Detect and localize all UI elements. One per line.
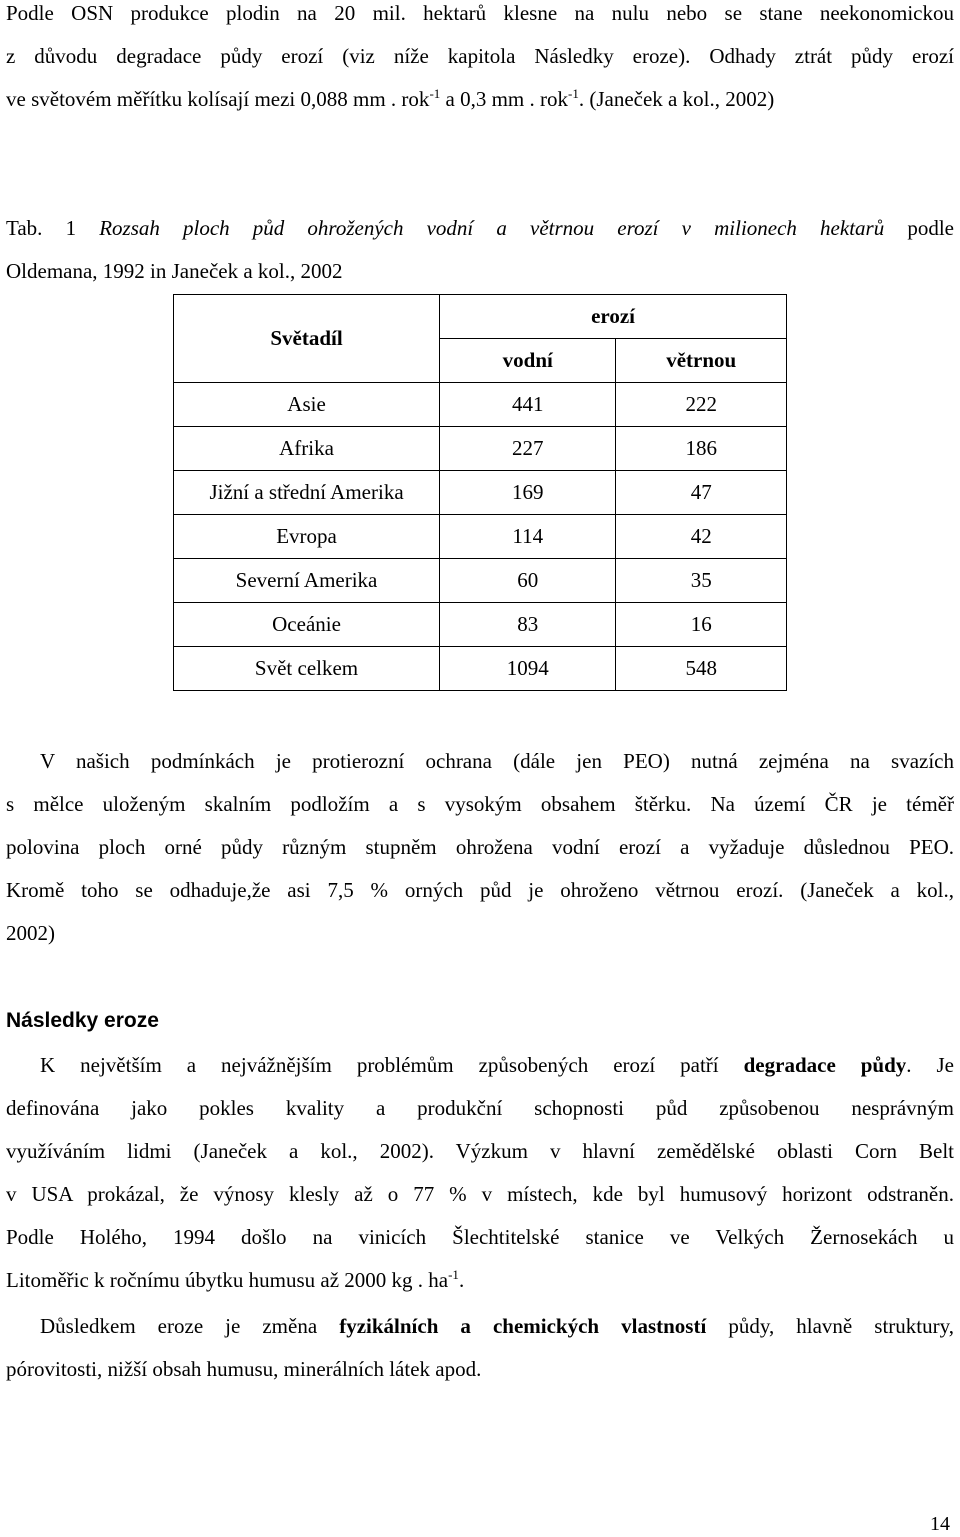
caption-italic: Rozsah ploch půd ohrožených vodní a větrnou erozí v milionech hektarů — [99, 216, 885, 240]
intro-line-3 — [6, 86, 774, 112]
para2-line-2: s mělce uloženým skalním podložím a s vysokým obsahem štěrku. Na území ČR je téměř — [6, 792, 954, 816]
cell-wind: 186 — [616, 427, 787, 471]
cell-water: 169 — [440, 471, 616, 515]
intro-line-3-sup-2: -1 — [568, 86, 579, 101]
cell-region: Evropa — [174, 515, 440, 559]
table-row — [174, 559, 787, 603]
table-row — [174, 647, 787, 691]
para4-line-1 — [40, 1313, 954, 1339]
cell-wind: 222 — [616, 383, 787, 427]
cell-wind: 42 — [616, 515, 787, 559]
table-row — [174, 515, 787, 559]
intro-line-3-c: . (Janeček a kol., 2002) — [578, 87, 775, 111]
intro-line-3-b: a 0,3 mm . rok — [440, 87, 569, 111]
cell-wind: 47 — [616, 471, 787, 515]
para2-line-3: polovina ploch orné půdy různým stupněm ohrožena vodní erozí a vyžaduje důslednou PEO. — [6, 835, 954, 859]
table-row — [174, 383, 787, 427]
intro-line-2: z důvodu degradace půdy erozí (viz níže kapitola Následky eroze). Odhady ztrát půdy erozí — [6, 44, 954, 68]
table-caption — [6, 215, 954, 241]
cell-water: 1094 — [440, 647, 616, 691]
cell-region: Svět celkem — [174, 647, 440, 691]
cell-wind: 16 — [616, 603, 787, 647]
erosion-table — [173, 294, 787, 691]
header-water: vodní — [440, 339, 616, 383]
para3-line-6-a: Litoměřic k ročnímu úbytku humusu až 2000 kg . ha — [6, 1268, 449, 1292]
cell-water: 114 — [440, 515, 616, 559]
cell-water: 60 — [440, 559, 616, 603]
para3-line-5: Podle Holého, 1994 došlo na vinicích Šlechtitelské stanice ve Velkých Žernosekách u — [6, 1225, 954, 1249]
intro-line-1: Podle OSN produkce plodin na 20 mil. hektarů klesne na nulu nebo se stane neekonomickou — [6, 1, 954, 25]
table-row — [174, 427, 787, 471]
table-row — [174, 471, 787, 515]
para3-line-4: v USA prokázal, že výnosy klesly až o 77 % v místech, kde byl humusový horizont odstraněn. — [6, 1182, 954, 1206]
section-heading: Následky eroze — [6, 1009, 159, 1032]
table-header-row — [174, 295, 787, 339]
para3-line-6-sup: -1 — [448, 1267, 459, 1282]
para3-line-2: definována jako pokles kvality a produkční schopnosti půd způsobenou nesprávným — [6, 1096, 954, 1120]
para2-line-1: V našich podmínkách je protierozní ochrana (dále jen PEO) nutná zejména na svazích — [40, 749, 954, 773]
header-region: Světadíl — [174, 295, 440, 383]
cell-water: 83 — [440, 603, 616, 647]
para3-line-3: využíváním lidmi (Janeček a kol., 2002). Výzkum v hlavní zemědělské oblasti Corn Belt — [6, 1139, 954, 1163]
intro-line-3-sup-1: -1 — [429, 86, 441, 101]
para2-line-5: 2002) — [6, 921, 55, 945]
cell-wind: 548 — [616, 647, 787, 691]
para4-line-1-b: půdy, hlavně struktury, — [706, 1314, 954, 1338]
cell-region: Oceánie — [174, 603, 440, 647]
table-caption-line-2: Oldemana, 1992 in Janeček a kol., 2002 — [6, 259, 343, 283]
table-row — [174, 603, 787, 647]
cell-water: 441 — [440, 383, 616, 427]
intro-line-3-a: ve světovém měřítku kolísají mezi 0,088 mm . rok — [6, 87, 430, 111]
para3-line-6-b: . — [458, 1268, 465, 1292]
cell-region: Asie — [174, 383, 440, 427]
cell-region: Jižní a střední Amerika — [174, 471, 440, 515]
para2-line-4: Kromě toho se odhaduje,že asi 7,5 % orných půd je ohroženo větrnou erozí. (Janeček a kol., — [6, 878, 954, 902]
para4-line-1-bold: fyzikálních a chemických vlastností — [339, 1314, 707, 1338]
para3-line-6 — [6, 1267, 464, 1293]
para3-line-1-b: . Je — [906, 1053, 954, 1077]
para3-line-1-bold: degradace půdy — [743, 1053, 907, 1077]
para3-line-1-a: K největším a nejvážnějším problémům způsobených erozí patří — [40, 1053, 744, 1077]
page-number: 14 — [930, 1513, 950, 1535]
para3-line-1 — [40, 1052, 954, 1078]
caption-suffix: podle — [884, 216, 954, 240]
header-erosion-group: erozí — [440, 295, 787, 339]
para4-line-2: pórovitosti, nižší obsah humusu, minerálních látek apod. — [6, 1357, 482, 1381]
caption-prefix: Tab. 1 — [6, 216, 100, 240]
cell-water: 227 — [440, 427, 616, 471]
cell-region: Afrika — [174, 427, 440, 471]
para4-line-1-a: Důsledkem eroze je změna — [40, 1314, 340, 1338]
header-wind: větrnou — [616, 339, 787, 383]
cell-wind: 35 — [616, 559, 787, 603]
cell-region: Severní Amerika — [174, 559, 440, 603]
